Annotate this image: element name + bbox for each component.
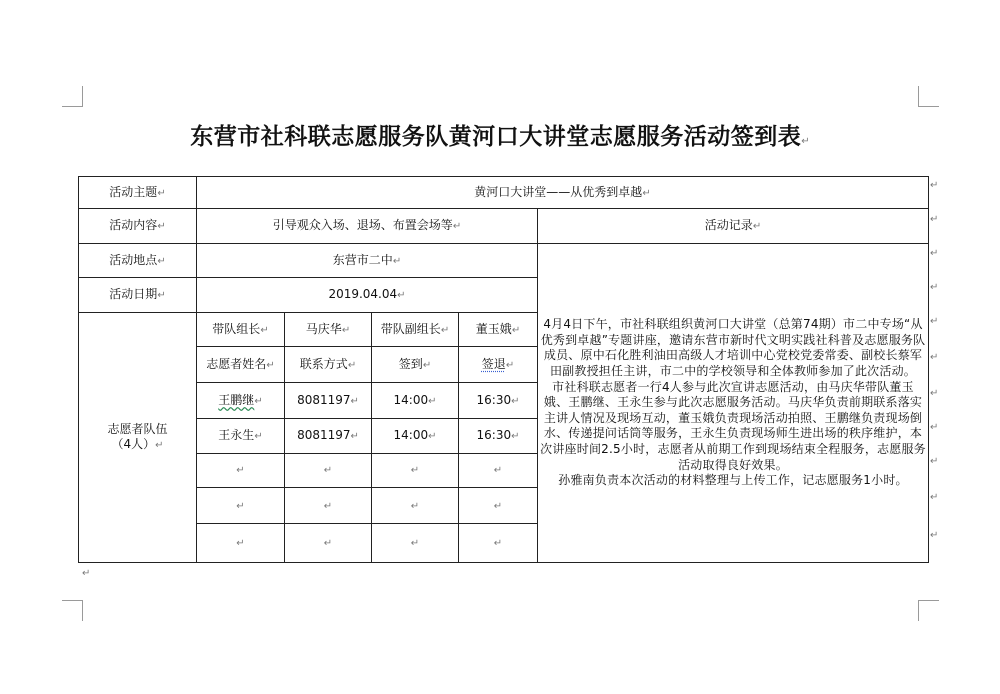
value-date[interactable]: 2019.04.04↵ <box>197 278 538 312</box>
record-paragraph: 孙雅南负责本次活动的材料整理与上传工作，记志愿服务1小时。 <box>558 473 908 488</box>
row-end-mark: ↵ <box>930 316 939 327</box>
value-location[interactable]: 东营市二中↵ <box>197 243 538 277</box>
page-corner-bottom-left <box>62 600 83 621</box>
record-paragraph: 4月4日下午，市社科联组织黄河口大讲堂（总第74期）市二中专场“从优秀到卓越”专题讲座，邀请东营市新时代文明实践社科普及志愿服务队成员、原中石化胜利油田高级人才培训中心党校党委常委、副校长蔡军田副教授担任主讲，市二中的学校领导和全体教师参加了此次活动。 <box>540 317 926 378</box>
row-end-mark: ↵ <box>930 492 939 503</box>
page-corner-top-right <box>918 86 939 107</box>
row-end-mark: ↵ <box>930 422 939 433</box>
page-corner-top-left <box>62 86 83 107</box>
empty-cell[interactable]: ↵ <box>459 453 538 487</box>
volunteer-checkin[interactable]: 14:00↵ <box>372 419 459 453</box>
leader-name[interactable]: 马庆华↵ <box>285 312 372 346</box>
header-checkin[interactable]: 签到↵ <box>372 347 459 382</box>
empty-cell[interactable]: ↵ <box>285 524 372 563</box>
row-end-mark: ↵ <box>930 248 939 259</box>
row-location <box>79 243 929 277</box>
empty-cell[interactable]: ↵ <box>197 524 285 563</box>
label-team[interactable]: 志愿者队伍 （4人）↵ <box>79 312 197 562</box>
empty-cell[interactable]: ↵ <box>197 487 285 523</box>
row-end-mark: ↵ <box>930 352 939 363</box>
label-date[interactable]: 活动日期↵ <box>79 278 197 312</box>
row-end-mark: ↵ <box>930 180 939 191</box>
row-end-mark: ↵ <box>930 282 939 293</box>
row-end-mark: ↵ <box>930 214 939 225</box>
volunteer-checkout[interactable]: 16:30↵ <box>459 382 538 418</box>
value-theme[interactable]: 黄河口大讲堂——从优秀到卓越↵ <box>197 177 929 209</box>
volunteer-checkin[interactable]: 14:00↵ <box>372 382 459 418</box>
empty-cell[interactable]: ↵ <box>459 524 538 563</box>
sign-in-table <box>78 176 929 563</box>
empty-cell[interactable]: ↵ <box>459 487 538 523</box>
header-checkout[interactable]: 签退↵ <box>459 347 538 382</box>
document-title <box>0 118 1000 151</box>
paragraph-mark: ↵ <box>82 568 91 579</box>
volunteer-name[interactable]: 王永生↵ <box>197 419 285 453</box>
empty-cell[interactable]: ↵ <box>372 453 459 487</box>
empty-cell[interactable]: ↵ <box>285 453 372 487</box>
deputy-label[interactable]: 带队副组长↵ <box>372 312 459 346</box>
empty-cell[interactable]: ↵ <box>285 487 372 523</box>
header-contact[interactable]: 联系方式↵ <box>285 347 372 382</box>
volunteer-checkout[interactable]: 16:30↵ <box>459 419 538 453</box>
paragraph-mark: ↵ <box>801 136 810 147</box>
label-content[interactable]: 活动内容↵ <box>79 209 197 243</box>
row-end-mark: ↵ <box>930 530 939 541</box>
empty-cell[interactable]: ↵ <box>372 524 459 563</box>
label-location[interactable]: 活动地点↵ <box>79 243 197 277</box>
record-paragraph: 市社科联志愿者一行4人参与此次宣讲志愿活动，由马庆华带队董玉娥、王鹏继、王永生参与此次志愿服务活动。马庆华负责前期联系落实主讲人情况及现场互动，董玉娥负责现场活动拍照、王鹏继负责现场倒水、传递提问话筒等服务，王永生负责现场师生进出场的秩序维护，本次讲座时间2.5小时，志愿者从前期工作到现场结束全程服务，志愿服务活动取得良好效果。 <box>540 379 926 472</box>
value-content[interactable]: 引导观众入场、退场、布置会场等↵ <box>197 209 538 243</box>
row-end-mark: ↵ <box>930 388 939 399</box>
empty-cell[interactable]: ↵ <box>372 487 459 523</box>
row-end-mark: ↵ <box>930 456 939 467</box>
volunteer-name[interactable]: 王鹏继↵ <box>197 382 285 418</box>
row-content <box>79 209 929 243</box>
row-theme <box>79 177 929 209</box>
volunteer-phone[interactable]: 8081197↵ <box>285 419 372 453</box>
deputy-name[interactable]: 董玉娥↵ <box>459 312 538 346</box>
header-volunteer-name[interactable]: 志愿者姓名↵ <box>197 347 285 382</box>
value-record[interactable] <box>538 243 929 562</box>
page-corner-bottom-right <box>918 600 939 621</box>
leader-label[interactable]: 带队组长↵ <box>197 312 285 346</box>
label-record[interactable]: 活动记录↵ <box>538 209 929 243</box>
label-theme[interactable]: 活动主题↵ <box>79 177 197 209</box>
volunteer-phone[interactable]: 8081197↵ <box>285 382 372 418</box>
document-title-text: 东营市社科联志愿服务队黄河口大讲堂志愿服务活动签到表 <box>190 123 802 150</box>
empty-cell[interactable]: ↵ <box>197 453 285 487</box>
